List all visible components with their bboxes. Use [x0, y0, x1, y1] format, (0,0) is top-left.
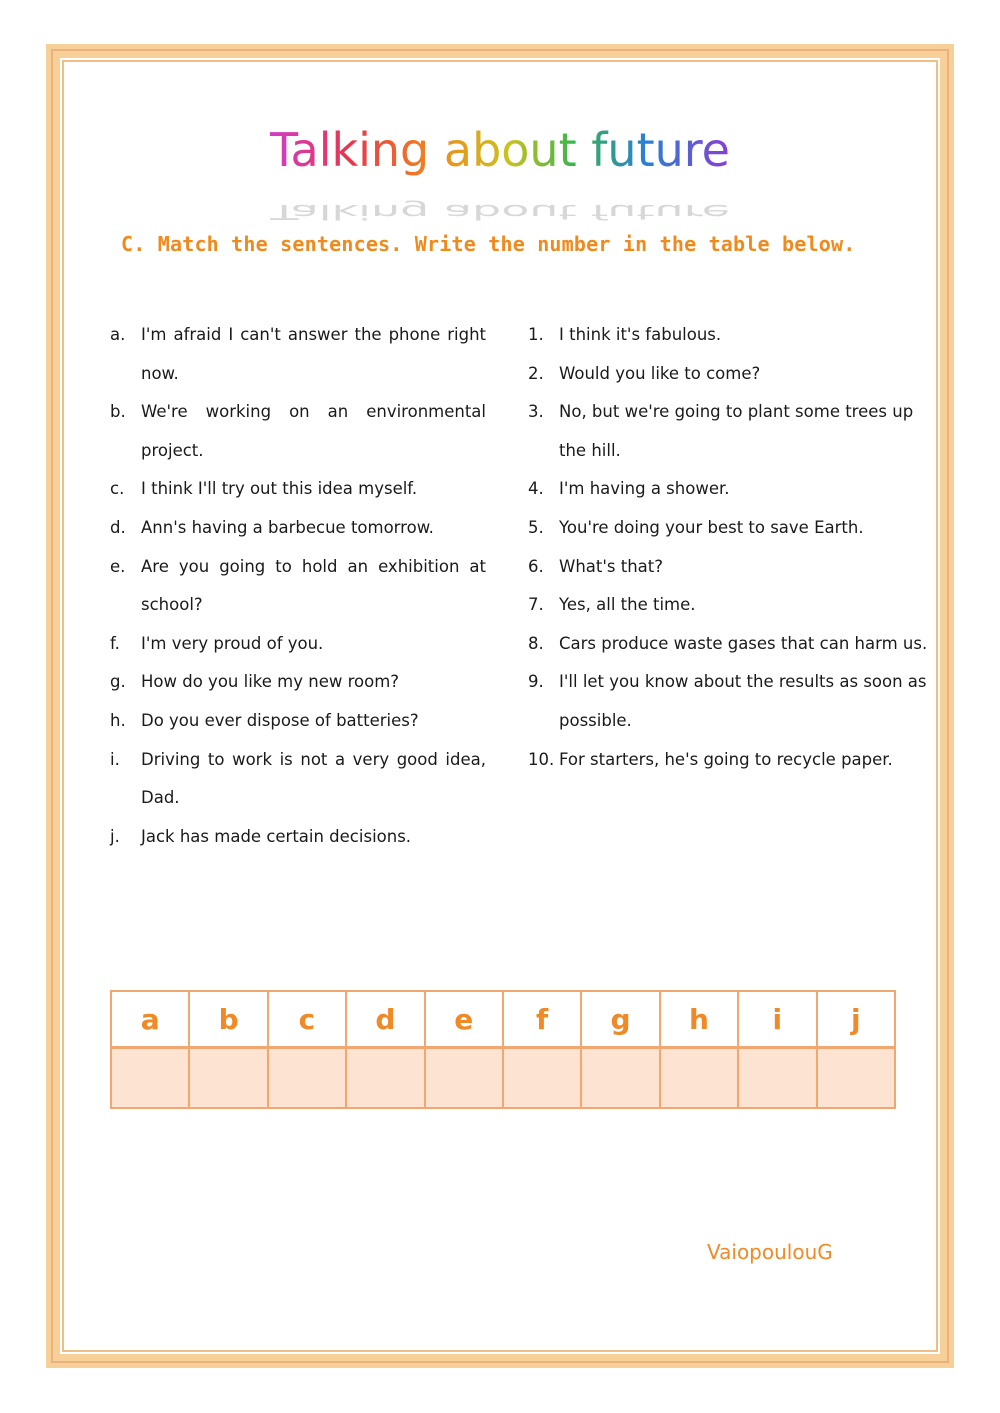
answer-header-a: a — [111, 991, 189, 1048]
answer-header-g: g — [581, 991, 659, 1048]
list-item — [528, 355, 928, 394]
list-item — [110, 663, 486, 702]
item-marker: e. — [110, 556, 126, 576]
list-item — [110, 316, 486, 393]
item-marker: j. — [110, 826, 120, 846]
item-text: No, but we're going to plant some trees up the hill. — [559, 402, 914, 460]
author-signature: VaiopoulouG — [707, 1240, 833, 1264]
list-item — [528, 741, 928, 780]
list-item — [110, 702, 486, 741]
item-marker: c. — [110, 479, 125, 499]
item-marker: i. — [110, 749, 120, 769]
item-marker: 3. — [528, 402, 544, 422]
item-text: For starters, he's going to recycle paper. — [559, 749, 893, 769]
list-item — [110, 741, 486, 818]
item-marker: 6. — [528, 556, 544, 576]
answer-table-header-row — [111, 991, 895, 1048]
item-text: Ann's having a barbecue tomorrow. — [141, 517, 434, 537]
answer-header-f: f — [503, 991, 581, 1048]
item-text: Jack has made certain decisions. — [141, 826, 412, 846]
item-text: I think I'll try out this idea myself. — [141, 479, 418, 499]
worksheet-title — [0, 108, 1000, 224]
item-text: You're doing your best to save Earth. — [559, 517, 864, 537]
list-item — [110, 509, 486, 548]
list-item — [528, 548, 928, 587]
answer-cell-i[interactable] — [738, 1048, 816, 1109]
item-text: Yes, all the time. — [559, 595, 696, 615]
answer-table-input-row — [111, 1048, 895, 1109]
answer-header-d: d — [346, 991, 424, 1048]
item-marker: 10. — [528, 749, 555, 769]
item-text: How do you like my new room? — [141, 672, 400, 692]
list-item — [110, 393, 486, 470]
answer-cell-f[interactable] — [503, 1048, 581, 1109]
answer-cell-g[interactable] — [581, 1048, 659, 1109]
answer-header-e: e — [425, 991, 503, 1048]
item-text: I'm very proud of you. — [141, 633, 324, 653]
list-item — [110, 818, 486, 857]
right-sentences-list — [528, 316, 928, 779]
item-marker: b. — [110, 402, 126, 422]
item-text: I think it's fabulous. — [559, 325, 722, 344]
list-item — [528, 316, 928, 355]
item-marker: 8. — [528, 633, 544, 653]
list-item — [528, 625, 928, 664]
title-wordart — [250, 108, 750, 224]
title-text: Talking about future — [270, 123, 730, 177]
answer-cell-d[interactable] — [346, 1048, 424, 1109]
list-item — [528, 586, 928, 625]
instruction-text: C. Match the sentences. Write the number in the table below. — [121, 232, 856, 256]
list-item — [110, 548, 486, 625]
answer-cell-a[interactable] — [111, 1048, 189, 1109]
answer-cell-e[interactable] — [425, 1048, 503, 1109]
answer-header-i: i — [738, 991, 816, 1048]
item-text: I'll let you know about the results as soon as possible. — [559, 672, 927, 730]
left-sentences-list — [110, 316, 486, 856]
item-marker: 9. — [528, 672, 544, 692]
item-marker: 4. — [528, 479, 544, 499]
list-item — [110, 470, 486, 509]
item-marker: f. — [110, 633, 120, 653]
item-text: Are you going to hold an exhibition at school? — [141, 556, 486, 615]
list-item — [528, 509, 928, 548]
list-item — [110, 625, 486, 664]
answer-cell-c[interactable] — [268, 1048, 346, 1109]
item-text: We're working on an environmental project. — [141, 402, 486, 460]
item-marker: 5. — [528, 517, 544, 537]
answer-cell-h[interactable] — [660, 1048, 738, 1109]
item-marker: a. — [110, 325, 126, 344]
answer-table — [110, 990, 896, 1109]
answer-header-c: c — [268, 991, 346, 1048]
item-marker: 7. — [528, 595, 544, 615]
item-marker: 1. — [528, 325, 544, 344]
item-text: Cars produce waste gases that can harm us. — [559, 633, 928, 653]
answer-header-h: h — [660, 991, 738, 1048]
answer-cell-b[interactable] — [189, 1048, 267, 1109]
answer-header-b: b — [189, 991, 267, 1048]
item-marker: 2. — [528, 363, 544, 383]
list-item — [528, 663, 928, 740]
item-text: Do you ever dispose of batteries? — [141, 710, 419, 730]
item-marker: h. — [110, 710, 126, 730]
item-text: I'm having a shower. — [559, 479, 730, 499]
item-text: Driving to work is not a very good idea, Dad. — [141, 749, 486, 808]
item-marker: g. — [110, 672, 126, 692]
item-text: I'm afraid I can't answer the phone right now. — [141, 325, 486, 383]
title-shadow: Talking about future — [270, 199, 730, 224]
item-text: What's that? — [559, 556, 663, 576]
list-item — [528, 393, 928, 470]
item-marker: d. — [110, 517, 126, 537]
answer-cell-j[interactable] — [817, 1048, 895, 1109]
item-text: Would you like to come? — [559, 363, 761, 383]
answer-header-j: j — [817, 991, 895, 1048]
list-item — [528, 470, 928, 509]
